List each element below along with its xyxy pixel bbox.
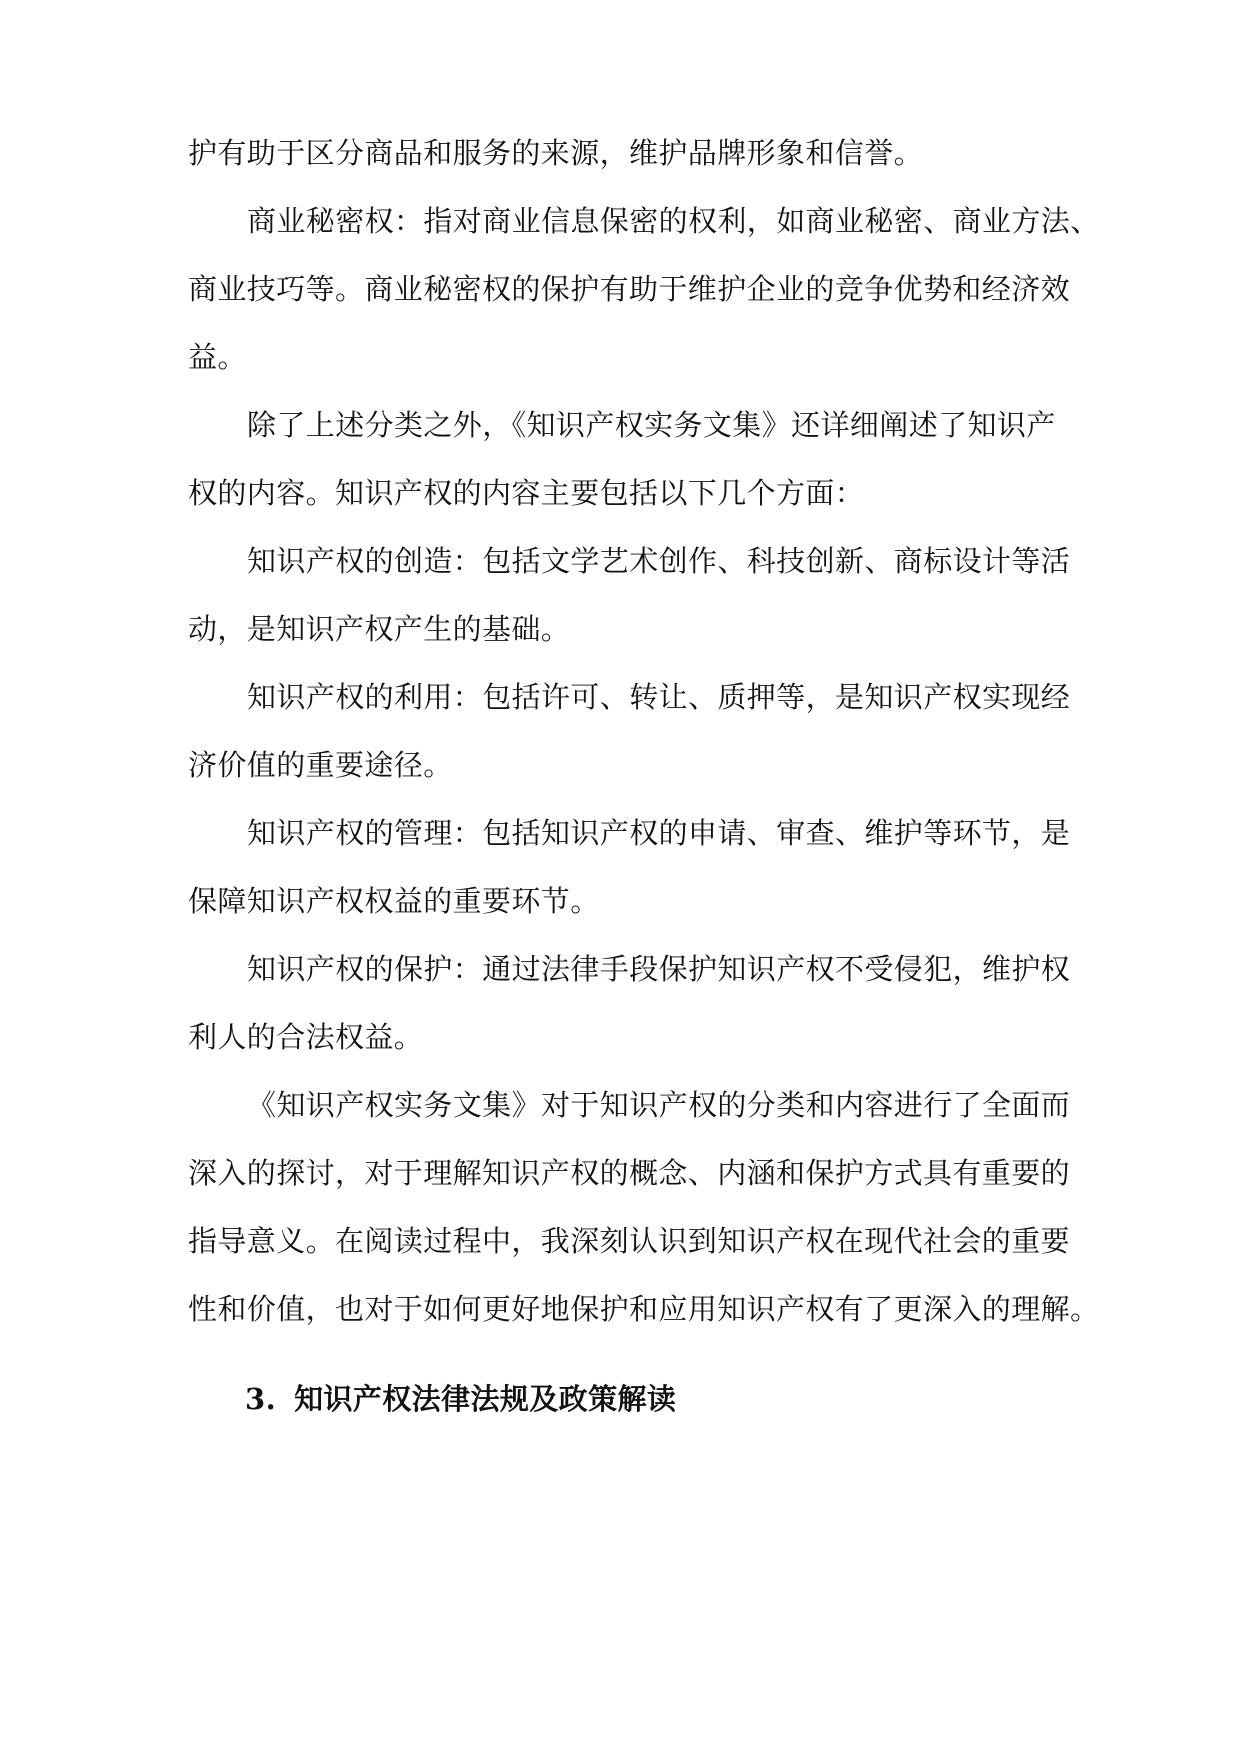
section-number: 3. <box>245 1382 277 1416</box>
paragraph-line: 商业技巧等。商业秘密权的保护有助于维护企业的竞争优势和经济效 <box>188 272 1071 306</box>
paragraph-line: 性和价值，也对于如何更好地保护和应用知识产权有了更深入的理解。 <box>188 1292 1100 1326</box>
section-title: 知识产权法律法规及政策解读 <box>294 1382 677 1416</box>
paragraph-line: 深入的探讨，对于理解知识产权的概念、内涵和保护方式具有重要的 <box>188 1156 1071 1190</box>
paragraph-line: 《知识产权实务文集》对于知识产权的分类和内容进行了全面而 <box>247 1088 1071 1122</box>
paragraph-line: 除了上述分类之外，《知识产权实务文集》还详细阐述了知识产 <box>247 408 1056 442</box>
paragraph-line: 知识产权的保护：通过法律手段保护知识产权不受侵犯，维护权 <box>247 952 1071 986</box>
paragraph-line: 利人的合法权益。 <box>188 1020 424 1054</box>
paragraph-line: 动，是知识产权产生的基础。 <box>188 612 571 646</box>
paragraph-line: 指导意义。在阅读过程中，我深刻认识到知识产权在现代社会的重要 <box>188 1224 1071 1258</box>
paragraph-line: 商业秘密权：指对商业信息保密的权利，如商业秘密、商业方法、 <box>247 204 1100 238</box>
section-heading <box>245 1379 676 1419</box>
paragraph-line: 知识产权的利用：包括许可、转让、质押等，是知识产权实现经 <box>247 680 1071 714</box>
paragraph-line: 保障知识产权权益的重要环节。 <box>188 884 600 918</box>
paragraph-line: 护有助于区分商品和服务的来源，维护品牌形象和信誉。 <box>188 136 924 170</box>
paragraph-line: 知识产权的管理：包括知识产权的申请、审查、维护等环节，是 <box>247 816 1071 850</box>
paragraph-line: 济价值的重要途径。 <box>188 748 453 782</box>
paragraph-line: 知识产权的创造：包括文学艺术创作、科技创新、商标设计等活 <box>247 544 1071 578</box>
paragraph-line: 益。 <box>188 340 247 374</box>
paragraph-line: 权的内容。知识产权的内容主要包括以下几个方面： <box>188 476 865 510</box>
